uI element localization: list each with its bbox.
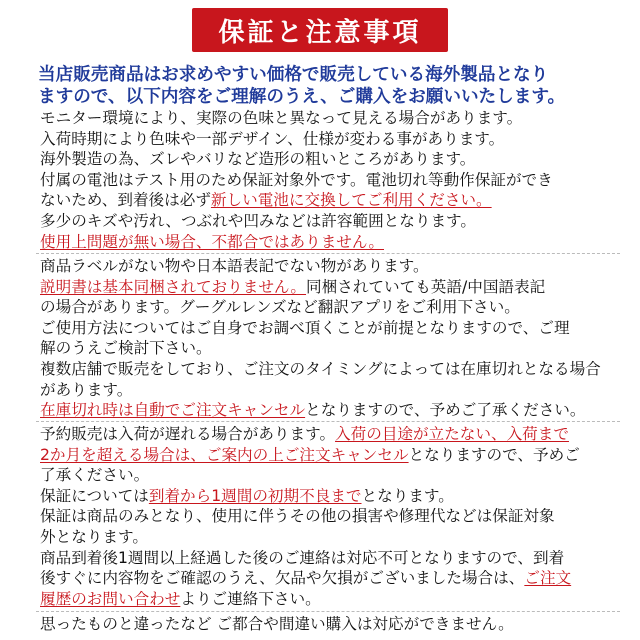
line-text: よりご連絡下さい。 [180, 589, 321, 608]
line-text: 商品到着後1週間以上経過した後のご連絡は対応不可となりますので、到着 [40, 548, 565, 567]
line-text: があります。 [40, 380, 133, 399]
notice-line [40, 338, 212, 358]
intro-notice [38, 64, 628, 108]
notice-line [40, 400, 586, 420]
line-text: 海外製造の為、ズレやバリなど造形の粗いところがあります。 [40, 150, 476, 169]
highlight-text: 入荷の目途が立たない、入荷まで [335, 425, 569, 443]
line-text: 保証は商品のみとなり、使用に伴うその他の損害や修理代などは保証対象 [40, 507, 555, 526]
notice-line [40, 445, 580, 465]
line-text: ご使用方法についてはご自身でお調べ頂くことが前提となりますので、ご理 [40, 318, 570, 337]
line-text: となりますので、予めご了承ください。 [305, 401, 586, 420]
intro-line: ますので、以下内容をご理解のうえ、ご購入をお願いいたします。 [38, 87, 566, 107]
line-text: となります。 [361, 486, 454, 505]
notice-line [40, 614, 514, 634]
highlight-text: 新しい電池に交換してご利用ください。 [210, 191, 492, 210]
line-text: 入荷時期により色味や一部デザイン、仕様が変わる事があります。 [40, 129, 505, 148]
highlight-text: 2か月を超える場合は、ご案内の上ご注文キャンセル [40, 445, 409, 464]
notice-line [40, 359, 601, 379]
notice-line [40, 506, 555, 526]
line-text: 同梱されていても英語/中国語表記 [306, 277, 546, 296]
title-banner [192, 8, 448, 52]
line-text: 予約販売は入荷が遅れる場合があります。 [40, 425, 336, 443]
notice-line [40, 297, 520, 317]
notice-line [40, 486, 454, 506]
line-text: 思ったものと違ったなど ご都合や間違い購入は対応ができません。 [40, 615, 514, 633]
line-text: 多少のキズや汚れ、つぶれや凹みなどは許容範囲となります。 [40, 212, 477, 230]
notice-line [40, 527, 148, 547]
section-divider [36, 253, 620, 254]
notice-line [40, 277, 545, 297]
notice-line [40, 232, 384, 252]
notice-line [40, 211, 476, 231]
line-text: 外となります。 [40, 528, 148, 546]
notice-line [40, 149, 475, 169]
line-text: の場合があります。グーグルレンズなど翻訳アプリをご利用下さい。 [40, 298, 520, 317]
notice-line [40, 380, 132, 400]
line-text: 複数店舗で販売をしており、ご注文のタイミングによっては在庫切れとなる場合 [40, 360, 601, 378]
line-text: ないため、到着後は必ず [40, 191, 211, 210]
highlight-text: 説明書は基本同梱されておりません。 [40, 277, 307, 296]
notice-line [40, 129, 504, 149]
line-text: モニター環境により、実際の色味と異なって見える場合があります。 [40, 109, 523, 127]
notice-line [40, 108, 522, 128]
highlight-text: ご注文 [524, 569, 572, 588]
line-text: 付属の電池はテスト用のため保証対象外です。電池切れ等動作保証ができ [40, 170, 553, 189]
line-text: となりますので、予めご [408, 445, 580, 464]
notice-line [40, 190, 492, 210]
notice-line [40, 318, 570, 338]
notice-line [40, 548, 564, 568]
highlight-text: 履歴のお問い合わせ [40, 589, 181, 608]
page-title: 保証と注意事項 [218, 17, 422, 48]
notice-line [40, 256, 429, 276]
line-text: 保証については [40, 486, 149, 505]
highlight-text: 使用上問題が無い場合、不都合ではありません。 [40, 232, 384, 251]
notice-line [40, 589, 321, 609]
section-divider [36, 611, 620, 612]
highlight-text: 在庫切れ時は自動でご注文キャンセル [40, 401, 306, 420]
notice-line [40, 424, 569, 444]
intro-line: 当店販売商品はお求めやすい価格で販売している海外製品となり [38, 65, 549, 85]
line-text: 商品ラベルがない物や日本語表記でない物があります。 [40, 257, 429, 275]
line-text: 解のうえご検討下さい。 [40, 339, 212, 358]
notice-line [40, 170, 553, 190]
line-text: 了承ください。 [40, 466, 150, 485]
notice-line [40, 465, 149, 485]
highlight-text: 到着から1週間の初期不良まで [148, 486, 362, 505]
notice-line [40, 568, 571, 588]
line-text: 後すぐに内容物をご確認のうえ、欠品や欠損がございました場合は、 [40, 569, 525, 588]
section-divider [36, 421, 620, 422]
